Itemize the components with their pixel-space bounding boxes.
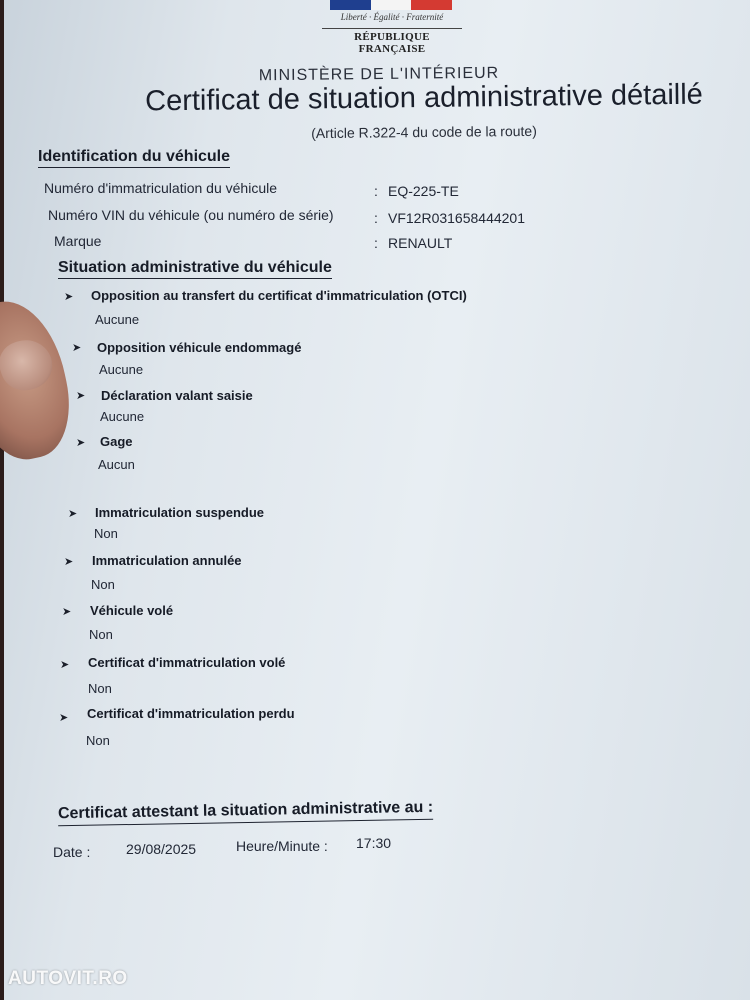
situation-item-value: Non (86, 733, 110, 748)
situation-item-value: Non (91, 577, 115, 592)
situation-item-label: Déclaration valant saisie (101, 388, 253, 403)
bullet-arrow-icon: ➤ (64, 291, 74, 303)
situation-item-label: Certificat d'immatriculation perdu (87, 706, 295, 721)
situation-item-value: Non (94, 526, 118, 541)
situation-item-value: Aucune (99, 362, 144, 377)
field-colon: : (374, 183, 378, 199)
document-subtitle: (Article R.322-4 du code de la route) (311, 122, 537, 142)
tricolor-flag-icon (330, 0, 452, 10)
flag-red-band (411, 0, 452, 10)
field-label-vin: Numéro VIN du véhicule (ou numéro de série) (48, 207, 334, 223)
field-label-brand: Marque (54, 233, 102, 249)
situation-item-label: Gage (100, 434, 133, 449)
bullet-arrow-icon: ➤ (76, 437, 86, 449)
date-label: Date : (53, 844, 91, 860)
situation-item-value: Aucune (100, 409, 145, 424)
situation-item-label: Opposition au transfert du certificat d'immatriculation (OTCI) (91, 288, 467, 303)
bullet-arrow-icon: ➤ (62, 606, 72, 618)
bullet-arrow-icon: ➤ (64, 556, 74, 568)
field-value-vin: VF12R031658444201 (388, 210, 526, 226)
situation-item-value: Aucun (98, 457, 135, 472)
field-value-brand: RENAULT (388, 235, 453, 251)
situation-item-label: Immatriculation annulée (92, 553, 242, 568)
situation-item-label: Opposition véhicule endommagé (97, 340, 302, 355)
bullet-arrow-icon: ➤ (76, 390, 86, 402)
situation-item-label: Immatriculation suspendue (95, 505, 265, 520)
bullet-arrow-icon: ➤ (59, 712, 69, 724)
motto: Liberté · Égalité · Fraternité (340, 12, 444, 22)
time-value: 17:30 (356, 835, 392, 851)
republique-francaise-logo (322, 0, 462, 55)
situation-item-value: Non (88, 681, 112, 696)
field-label-registration: Numéro d'immatriculation du véhicule (44, 180, 277, 196)
field-colon: : (374, 210, 378, 226)
situation-item-value: Non (89, 627, 113, 642)
flag-blue-band (330, 0, 371, 10)
situation-item-label: Véhicule volé (90, 603, 174, 618)
bullet-arrow-icon: ➤ (68, 508, 78, 520)
field-colon: : (374, 235, 378, 251)
identification-heading: Identification du véhicule (38, 148, 230, 168)
ministry-name: MINISTÈRE DE L'INTÉRIEUR (258, 64, 500, 85)
certificate-heading: Certificat attestant la situation administrative au : (58, 799, 434, 827)
date-value: 29/08/2025 (126, 841, 197, 857)
bullet-arrow-icon: ➤ (60, 659, 70, 671)
document-page (4, 0, 750, 1000)
field-value-registration: EQ-225-TE (388, 183, 459, 199)
situation-item-label: Certificat d'immatriculation volé (88, 655, 286, 670)
time-label: Heure/Minute : (236, 838, 328, 854)
situation-item-value: Aucune (95, 312, 140, 327)
bullet-arrow-icon: ➤ (72, 342, 82, 354)
autovit-watermark: AUTOVIT.RO (8, 968, 128, 989)
document-title: Certificat de situation administrative détaillé (144, 78, 704, 118)
flag-white-band (371, 0, 412, 10)
republic-name: RÉPUBLIQUE FRANÇAISE (322, 28, 462, 55)
situation-heading: Situation administrative du véhicule (58, 259, 332, 279)
